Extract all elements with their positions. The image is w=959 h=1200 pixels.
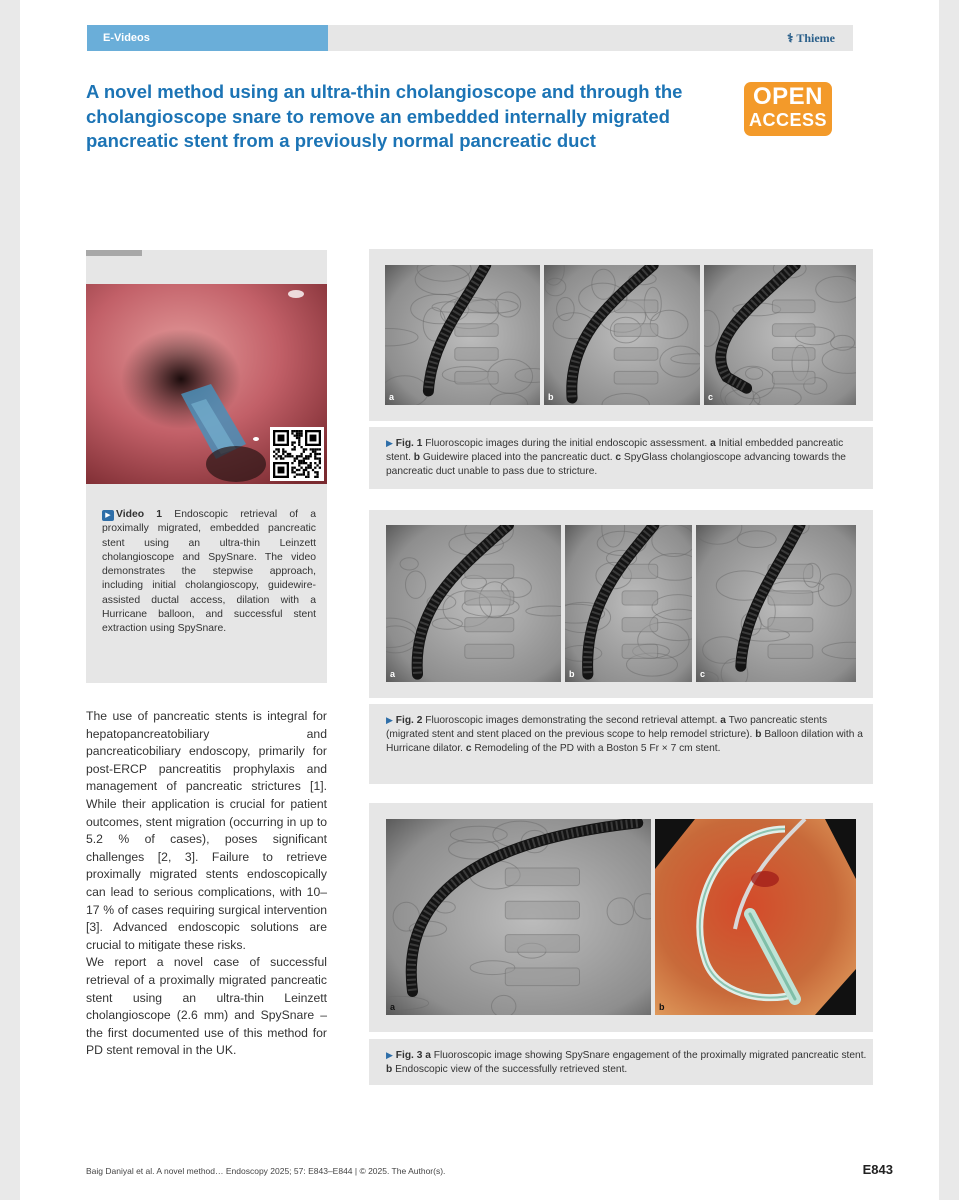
video-caption bbox=[102, 508, 316, 637]
fig2-panel-b: b bbox=[565, 525, 692, 682]
qr-code[interactable] bbox=[270, 427, 324, 481]
publisher-brand bbox=[787, 31, 835, 46]
fig2-caption: ▶ Fig. 2 Fluoroscopic images demonstrating the second retrieval attempt. a Two pancreatic stents (migrated stent and stent placed on the previous scope to help remodel stricture). b Balloon dilation with a Hurricane dilator. c Remodeling of the PD with a Boston 5 Fr × 7 cm stent. bbox=[386, 715, 863, 755]
fig3-caption: ▶ Fig. 3 a Fluoroscopic image showing SpySnare engagement of the proximally migrated pancreatic stent. b Endoscopic view of the successfully retrieved stent. bbox=[386, 1050, 867, 1076]
fig2-panel-a: a bbox=[386, 525, 561, 682]
video-label: Video 1 bbox=[116, 509, 163, 520]
header-bar bbox=[87, 25, 853, 51]
body-text bbox=[86, 708, 327, 1060]
fig2-panel-c: c bbox=[696, 525, 856, 682]
footer-citation: Baig Daniyal et al. A novel method… Endoscopy 2025; 57: E843–E844 | © 2025. The Author(s). bbox=[86, 1166, 446, 1176]
video-box-tab bbox=[86, 250, 142, 256]
fig3-panel-b: b bbox=[655, 819, 856, 1015]
paragraph-2: We report a novel case of successful retrieval of a proximally migrated pancreatic stent using an ultra-thin Leinzett cholangioscope (2.6 mm) and SpySnare – the first documented use of this method for PD stent removal in the UK. bbox=[86, 955, 327, 1058]
fig1-caption: ▶ Fig. 1 Fluoroscopic images during the initial endoscopic assessment. a Initial embedded pancreatic stent. b Guidewire placed into the pancreatic duct. c SpyGlass cholangioscope advancing towards the pancreatic duct unable to pass due to stricture. bbox=[386, 438, 846, 478]
paragraph-1: The use of pancreatic stents is integral for hepatopancreatobiliary and pancreaticobiliary endoscopy, primarily for post-ERCP pancreatitis prophylaxis and management of pancreatic strictures [1]. While their application is crucial for patient outcomes, stent migration (occurring in up to 5.2 % of cases), poses significant challenges [2, 3]. Failure to retrieve proximally migrated stents endoscopically can lead to serious complications, with 10–17 % of cases requiring surgical intervention [3]. Advanced endoscopic solutions are crucial to mitigate these risks. bbox=[86, 709, 327, 952]
fig1-panel-b: b bbox=[544, 265, 700, 405]
triangle-right-icon: ▶ bbox=[386, 438, 393, 448]
fig1-panel-a: a bbox=[385, 265, 540, 405]
open-access-badge: OPEN ACCESS bbox=[744, 82, 832, 136]
triangle-right-icon: ▶ bbox=[386, 1050, 393, 1060]
thieme-logo-icon: ⚕ bbox=[787, 31, 794, 45]
triangle-right-icon: ▶ bbox=[386, 715, 393, 725]
play-icon: ▶ bbox=[102, 510, 114, 521]
fig3-panel-a: a bbox=[386, 819, 651, 1015]
article-title: A novel method using an ultra-thin cholangioscope and through the cholangioscope snare to remove an embedded internally migrated pancreatic stent from a previously normal pancreatic duct bbox=[86, 81, 683, 151]
fig1-panel-c: c bbox=[704, 265, 856, 405]
video-caption-text: Endoscopic retrieval of a proximally migrated, embedded pancreatic stent using an ultra-thin Leinzett cholangioscope and SpySnare. The video demonstrates the stepwise approach, including initial cholangioscopy, guidewire-assisted ductal access, dilation with a Hurricane balloon, and successful stent extraction using SpySnare. bbox=[102, 509, 316, 635]
page-number: E843 bbox=[862, 1162, 893, 1177]
section-label: E-Videos bbox=[87, 25, 328, 51]
brand-name: Thieme bbox=[796, 31, 835, 45]
